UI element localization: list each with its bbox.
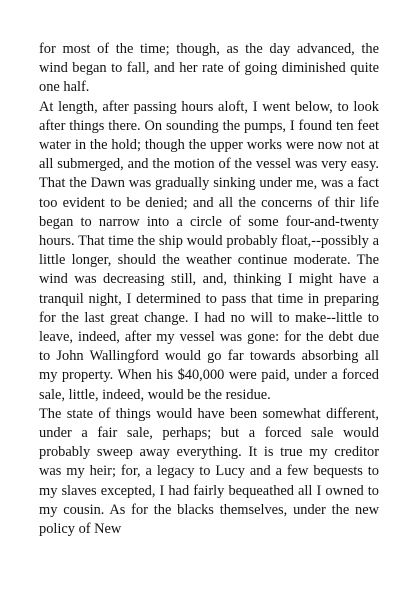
- page-body: [39, 40, 379, 539]
- paragraph-3: The state of things would have been somewhat different, under a fair sale, perhaps; but a forced sale would probably sweep away everything. It is true my creditor was my heir; for, a legacy to Lucy and a few bequests to my slaves excepted, I had fairly bequeathed all I owned to my cousin. As for the blacks themselves, under the new policy of New: [39, 405, 379, 538]
- paragraph-1: for most of the time; though, as the day advanced, the wind began to fall, and her rate of going diminished quite one half.: [39, 41, 379, 96]
- paragraph-2: At length, after passing hours aloft, I went below, to look after things there. On sounding the pumps, I found ten feet water in the hold; though the upper works were now not at all submerged, and the motion of the vessel was very easy. That the Dawn was gradually sinking under me, was a fact too evident to be denied; and all the concerns of thir life began to narrow into a circle of some four-and-twenty hours. That time the ship would probably float,--possibly a little longer, should the weather continue moderate. The wind was decreasing still, and, thinking I might have a tranquil night, I determined to pass that time in preparing for the last great change. I had no will to make--little to leave, indeed, after my vessel was gone: for the debt due to John Wallingford would go far towards absorbing all my property. When his $40,000 were paid, under a forced sale, little, indeed, would be the residue.: [39, 98, 379, 403]
